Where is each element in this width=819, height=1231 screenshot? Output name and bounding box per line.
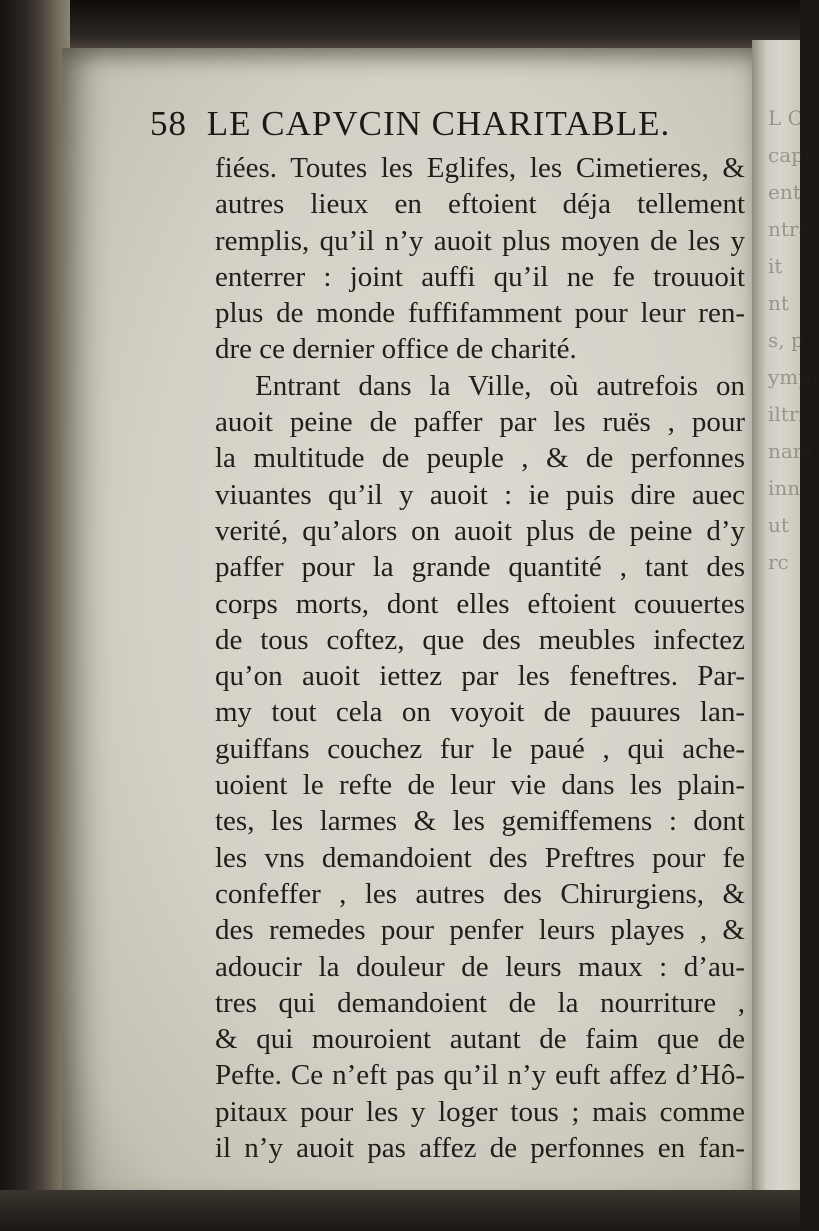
text-line: my tout cela on voyoit de pauures lan-: [215, 696, 745, 729]
text-line: Pefte. Ce n’eft pas qu’il n’y euft affez d’Hô-: [215, 1059, 745, 1092]
text-line: tres qui demandoient de la nourriture ,: [215, 986, 745, 1019]
text-line: plus de monde fuffifamment pour leur ren-: [215, 297, 745, 330]
text-line: confeffer , les autres des Chirurgiens, &: [215, 877, 745, 910]
text-line: auoit peine de paffer par les ruës , pour: [215, 406, 745, 439]
text-line: tes, les larmes & les gemiffemens : dont: [215, 805, 745, 838]
running-title: LE CAPVCIN CHARITABLE.: [206, 104, 671, 143]
book-binding: [0, 0, 70, 1231]
text-line: la multitude de peuple , & de perfonnes: [215, 442, 745, 475]
running-head: [150, 104, 750, 144]
page-number: 58: [150, 104, 187, 143]
text-line: les vns demandoient des Preftres pour fe: [215, 841, 745, 874]
text-line: corps morts, dont elles eftoient couuertes: [215, 587, 745, 620]
text-line: enterrer : joint auffi qu’il ne fe trouuoit: [215, 260, 745, 293]
text-line: viuantes qu’il y auoit : ie puis dire auec: [215, 478, 745, 511]
facing-page-edge: [752, 40, 819, 1190]
text-line: qu’on auoit iettez par les feneftres. Par-: [215, 660, 745, 693]
facing-page-text: L C capi ent ntrai it nt s, p ympt iltri nam inn ut rc: [768, 106, 819, 574]
text-line: fiées. Toutes les Eglifes, les Cimetieres, &: [215, 152, 745, 184]
text-line: & qui mouroient autant de faim que de: [215, 1023, 745, 1056]
text-line: adoucir la douleur de leurs maux : d’au-: [215, 950, 745, 983]
text-line: paffer pour la grande quantité , tant des: [215, 551, 745, 584]
text-line: de tous coftez, que des meubles infectez: [215, 623, 745, 656]
text-line: dre ce dernier office de charité.: [215, 333, 577, 366]
top-shadow: [60, 0, 800, 50]
text-line: des remedes pour penfer leurs playes , &: [215, 914, 745, 947]
text-line: autres lieux en eftoient déja tellement: [215, 188, 745, 221]
text-line: pitaux pour les y loger tous ; mais comme: [215, 1095, 745, 1128]
text-line: verité, qu’alors on auoit plus de peine d’y: [215, 514, 745, 547]
text-line: guiffans couchez fur le paué , qui ache-: [215, 732, 745, 765]
text-line: uoient le refte de leur vie dans les plain-: [215, 769, 745, 802]
bottom-shadow: [0, 1190, 800, 1231]
text-line: Entrant dans la Ville, où autrefois on: [255, 369, 745, 402]
body-text: [215, 150, 745, 1166]
text-line: remplis, qu’il n’y auoit plus moyen de les y: [215, 224, 745, 257]
text-line: il n’y auoit pas affez de perfonnes en fan-: [215, 1132, 745, 1165]
